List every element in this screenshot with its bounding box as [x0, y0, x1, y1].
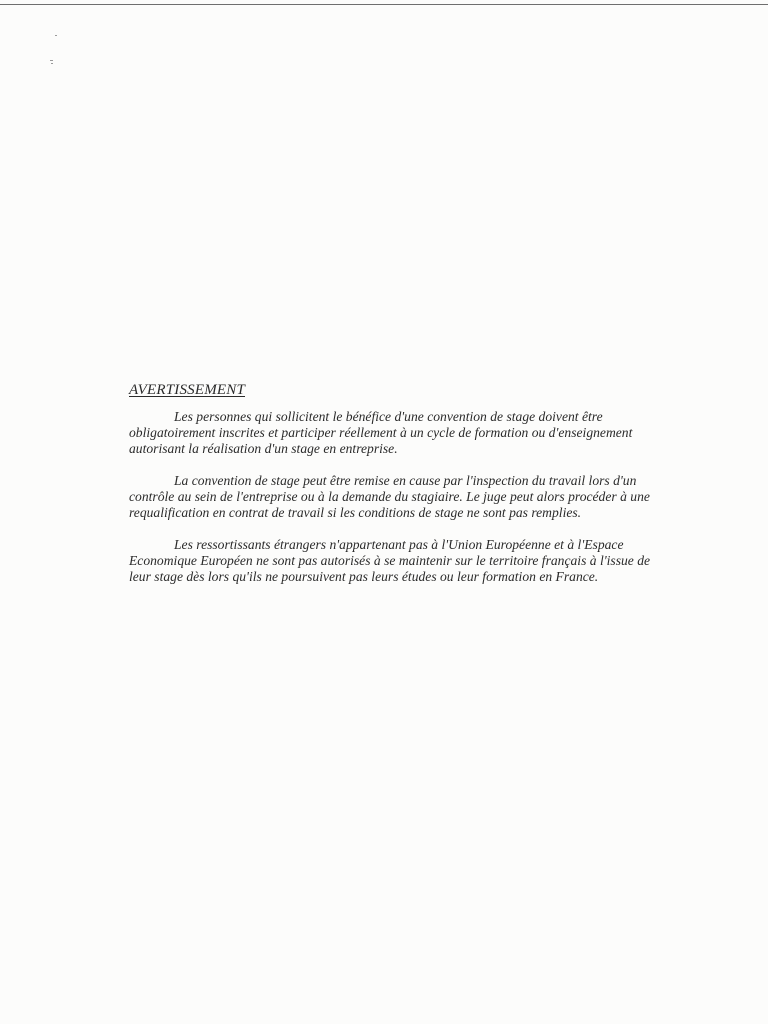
top-border-line	[0, 4, 768, 5]
paragraph-line: Les personnes qui sollicitent le bénéfice d'une convention de stage doivent être	[174, 409, 603, 424]
paragraph-foreign-nationals	[129, 537, 682, 585]
paragraph-line: La convention de stage peut être remise en cause par l'inspection du travail lors d'un	[174, 473, 637, 488]
scan-speck	[50, 60, 53, 61]
paragraph-line: autorisant la réalisation d'un stage en entreprise.	[129, 441, 398, 456]
paragraph-line: Les ressortissants étrangers n'appartenant pas à l'Union Européenne et à l'Espace	[174, 537, 624, 552]
notice-heading: AVERTISSEMENT	[129, 382, 246, 398]
paragraph-line: Economique Européen ne sont pas autorisés à se maintenir sur le territoire français à l'issue de	[129, 553, 651, 568]
scan-speck	[51, 63, 53, 64]
paragraph-line: obligatoirement inscrites et participer réellement à un cycle de formation ou d'enseignement	[129, 425, 633, 440]
scan-speck	[55, 35, 57, 36]
paragraph-line: contrôle au sein de l'entreprise ou à la demande du stagiaire. Le juge peut alors procéder à une	[129, 489, 650, 504]
notice-block	[129, 381, 682, 601]
paragraph-inspection	[129, 473, 682, 521]
paragraph-enrollment	[129, 409, 682, 457]
paragraph-line: requalification en contrat de travail si les conditions de stage ne sont pas remplies.	[129, 505, 582, 520]
paragraph-line: leur stage dès lors qu'ils ne poursuivent pas leurs études ou leur formation en France.	[129, 569, 599, 584]
